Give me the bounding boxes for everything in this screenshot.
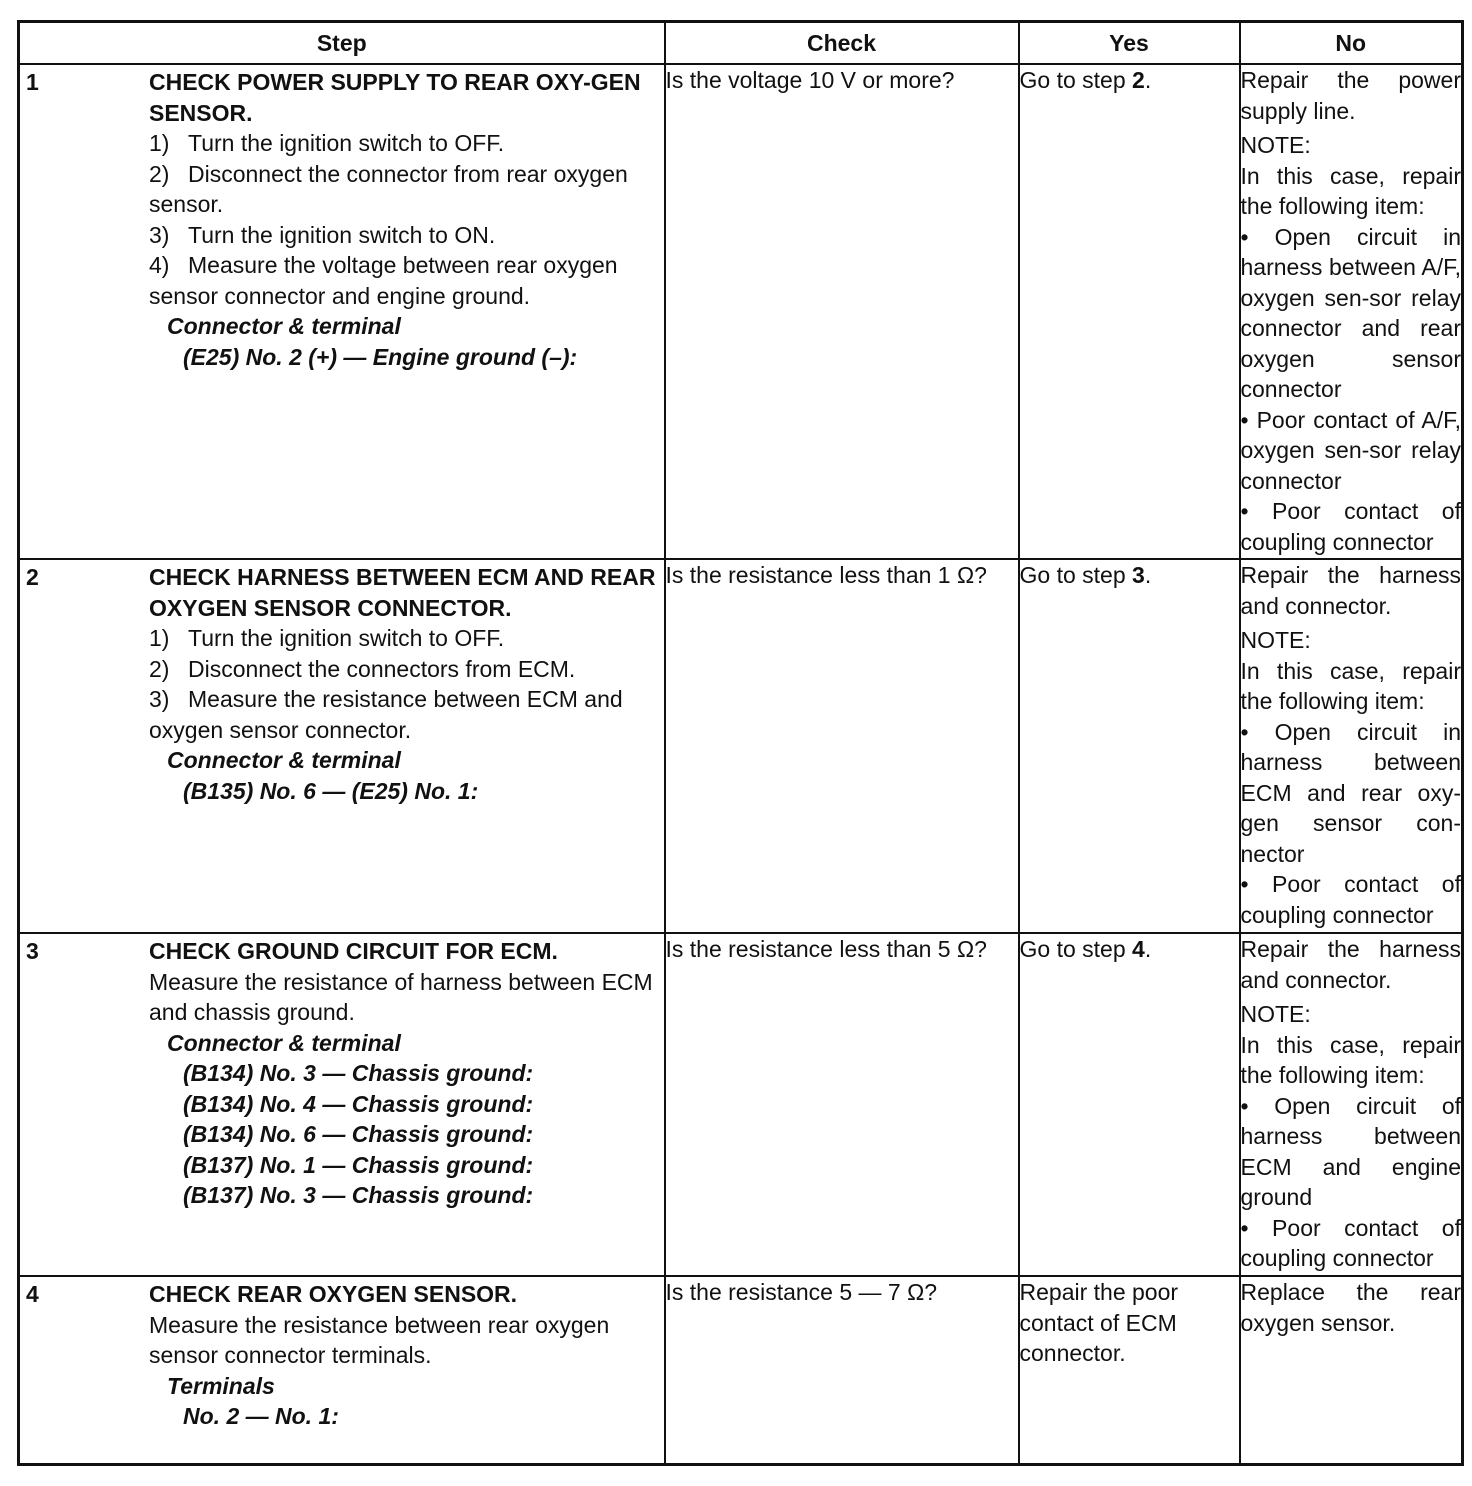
yes-cell: Go to step 2. xyxy=(1019,64,1240,559)
list-item: 3) Measure the resistance between ECM and oxygen sensor connector. xyxy=(149,686,623,743)
connector-terminal-line: (B137) No. 3 — Chassis ground: xyxy=(183,1182,534,1208)
note-bullet: • Poor contact of A/F, oxygen sen-sor relay connector xyxy=(1240,406,1461,494)
check-cell: Is the voltage 10 V or more? xyxy=(665,64,1019,559)
note-bullet: • Poor contact of coupling connector xyxy=(1240,1214,1461,1271)
note-case: In this case, repair the following item: xyxy=(1240,162,1461,219)
no-cell xyxy=(1240,559,1463,933)
check-cell: Is the resistance 5 — 7 Ω? xyxy=(665,1276,1019,1465)
no-cell xyxy=(1240,933,1463,1276)
note-label: NOTE: xyxy=(1240,1001,1311,1027)
step-intro: Measure the resistance of harness between ECM and chassis ground. xyxy=(149,968,653,1025)
no-main: Repair the harness and connector. xyxy=(1240,936,1461,993)
step-title: CHECK POWER SUPPLY TO REAR OXY-GEN SENSOR. xyxy=(149,69,641,126)
no-cell xyxy=(1240,1276,1463,1465)
step-cell xyxy=(19,64,665,559)
note-bullet: • Open circuit in harness between A/F, oxygen sen-sor relay connector and rear oxygen sensor connector xyxy=(1240,223,1461,402)
step-title: CHECK HARNESS BETWEEN ECM AND REAR OXYGEN SENSOR CONNECTOR. xyxy=(149,564,656,621)
note-case: In this case, repair the following item: xyxy=(1240,657,1461,714)
header-no: No xyxy=(1240,22,1463,65)
connector-terminal-line: (B135) No. 6 — (E25) No. 1: xyxy=(183,777,479,804)
terminals-line: No. 2 — No. 1: xyxy=(183,1403,339,1429)
note-bullet: • Poor contact of coupling connector xyxy=(1240,871,1461,928)
note-bullet: • Poor contact of coupling connector xyxy=(1240,498,1461,555)
note-case: In this case, repair the following item: xyxy=(1240,1031,1461,1088)
list-item: 2) Disconnect the connector from rear oxygen sensor. xyxy=(149,160,628,217)
connector-terminal-line: (B137) No. 1 — Chassis ground: xyxy=(183,1151,534,1178)
header-check: Check xyxy=(665,22,1019,65)
step-number: 2 xyxy=(26,564,39,590)
step-title: CHECK GROUND CIRCUIT FOR ECM. xyxy=(149,938,558,964)
step-number: 3 xyxy=(26,938,39,964)
list-item: 4) Measure the voltage between rear oxygen sensor connector and engine ground. xyxy=(149,252,618,309)
connector-terminal-line: (B134) No. 3 — Chassis ground: xyxy=(183,1060,534,1086)
yes-cell: Go to step 3. xyxy=(1019,559,1240,933)
connector-terminal-label: Connector & terminal xyxy=(167,313,401,339)
step-intro: Measure the resistance between rear oxygen sensor connector terminals. xyxy=(149,1311,610,1368)
step-cell xyxy=(19,1276,665,1465)
step-number: 1 xyxy=(26,69,39,95)
step-title: CHECK REAR OXYGEN SENSOR. xyxy=(149,1281,518,1307)
diagnostic-table xyxy=(17,20,1464,1466)
connector-terminal-line: (B134) No. 4 — Chassis ground: xyxy=(183,1090,534,1117)
table-row xyxy=(19,64,1463,559)
table-row xyxy=(19,559,1463,933)
step-cell xyxy=(19,559,665,933)
note-label: NOTE: xyxy=(1240,132,1311,158)
check-cell: Is the resistance less than 5 Ω? xyxy=(665,933,1019,1276)
list-item: 3) Turn the ignition switch to ON. xyxy=(149,221,496,248)
list-item: 2) Disconnect the connectors from ECM. xyxy=(149,655,576,682)
yes-cell: Go to step 4. xyxy=(1019,933,1240,1276)
note-bullet: • Open circuit in harness between ECM and rear oxy-gen sensor con-nector xyxy=(1240,718,1461,867)
no-main: Replace the rear oxygen sensor. xyxy=(1240,1279,1461,1336)
connector-terminal-label: Connector & terminal xyxy=(167,1029,401,1056)
connector-terminal-label: Connector & terminal xyxy=(167,747,401,773)
connector-terminal-line: (B134) No. 6 — Chassis ground: xyxy=(183,1121,534,1147)
no-main: Repair the harness and connector. xyxy=(1240,562,1461,619)
no-main: Repair the power supply line. xyxy=(1240,67,1461,124)
list-item: 1) Turn the ignition switch to OFF. xyxy=(149,625,505,651)
header-yes: Yes xyxy=(1019,22,1240,65)
step-cell xyxy=(19,933,665,1276)
yes-cell: Repair the poor contact of ECM connector. xyxy=(1019,1276,1240,1465)
header-row xyxy=(19,22,1463,65)
connector-terminal-line: (E25) No. 2 (+) — Engine ground (–): xyxy=(183,343,578,370)
note-bullet: • Open circuit of harness between ECM and engine ground xyxy=(1240,1092,1461,1210)
terminals-label: Terminals xyxy=(167,1372,275,1399)
note-label: NOTE: xyxy=(1240,627,1311,653)
header-step: Step xyxy=(19,22,665,65)
no-cell xyxy=(1240,64,1463,559)
step-number: 4 xyxy=(26,1281,39,1307)
check-cell: Is the resistance less than 1 Ω? xyxy=(665,559,1019,933)
list-item: 1) Turn the ignition switch to OFF. xyxy=(149,130,505,156)
table-row xyxy=(19,1276,1463,1465)
table-row xyxy=(19,933,1463,1276)
